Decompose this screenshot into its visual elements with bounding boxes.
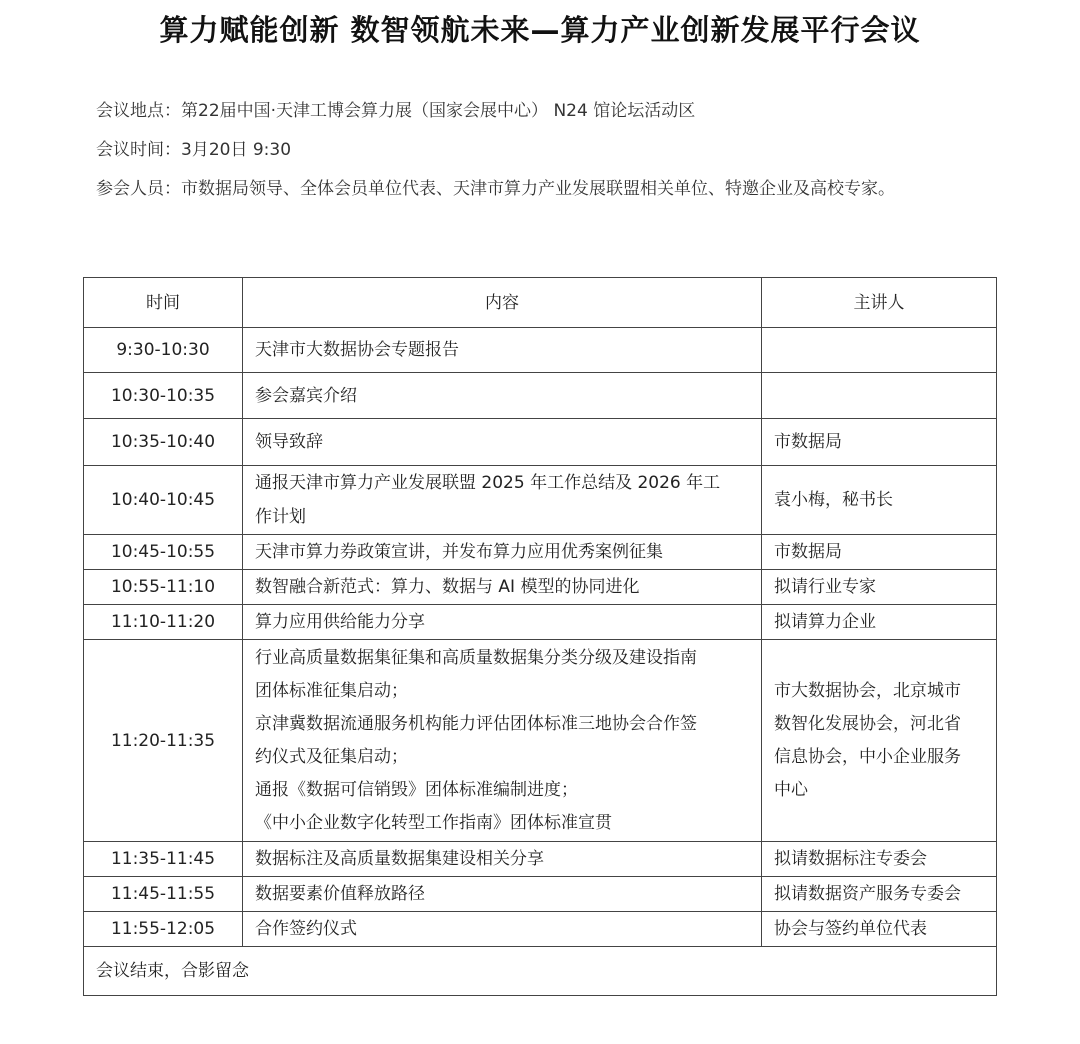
content-line: 数智融合新范式：算力、数据与 AI 模型的协同进化 <box>255 577 640 597</box>
content-line: 参会嘉宾介绍 <box>255 385 357 406</box>
content-line: 算力应用供给能力分享 <box>255 612 425 632</box>
speaker-cell <box>762 535 997 570</box>
content-line: 数据要素价值释放路径 <box>255 884 425 904</box>
table-row <box>84 842 997 877</box>
table-row <box>84 419 997 466</box>
table-row <box>84 877 997 912</box>
content-cell <box>243 842 762 877</box>
table-row <box>84 535 997 570</box>
content-cell <box>243 877 762 912</box>
speaker-cell <box>762 842 997 877</box>
content-cell <box>243 373 762 419</box>
speaker-line: 协会与签约单位代表 <box>774 919 927 939</box>
content-cell <box>243 605 762 640</box>
table-row <box>84 328 997 373</box>
header-content: 内容 <box>243 278 762 328</box>
content-cell <box>243 912 762 947</box>
speaker-line: 信息协会，中小企业服务 <box>774 746 961 767</box>
time-cell: 10:45-10:55 <box>84 535 243 570</box>
time-cell: 10:55-11:10 <box>84 570 243 605</box>
content-line: 约仪式及征集启动； <box>255 746 408 767</box>
content-line: 作计划 <box>255 507 306 527</box>
table-row <box>84 912 997 947</box>
speaker-cell <box>762 419 997 466</box>
speaker-line: 拟请算力企业 <box>774 612 876 632</box>
content-line: 天津市大数据协会专题报告 <box>255 340 459 360</box>
content-line: 《中小企业数字化转型工作指南》团体标准宣贯 <box>255 812 612 833</box>
time-cell: 10:35-10:40 <box>84 419 243 466</box>
meeting-attendees: 参会人员：市数据局领导、全体会员单位代表、天津市算力产业发展联盟相关单位、特邀企业及高校专家。 <box>96 179 895 199</box>
content-cell <box>243 328 762 373</box>
agenda-table <box>83 277 997 996</box>
time-cell: 11:20-11:35 <box>84 640 243 842</box>
speaker-line: 拟请行业专家 <box>774 577 876 597</box>
speaker-cell <box>762 570 997 605</box>
content-cell <box>243 419 762 466</box>
meeting-location: 会议地点：第22届中国·天津工博会算力展（国家会展中心） N24 馆论坛活动区 <box>96 101 696 121</box>
table-row <box>84 640 997 842</box>
speaker-cell <box>762 373 997 419</box>
speaker-line: 市大数据协会，北京城市 <box>774 680 961 701</box>
content-cell <box>243 570 762 605</box>
speaker-line: 拟请数据标注专委会 <box>774 849 927 869</box>
speaker-cell <box>762 877 997 912</box>
content-line: 京津冀数据流通服务机构能力评估团体标准三地协会合作签 <box>255 713 697 734</box>
content-line: 通报天津市算力产业发展联盟 2025 年工作总结及 2026 年工 <box>255 473 721 493</box>
speaker-cell <box>762 640 997 842</box>
header-speaker: 主讲人 <box>762 278 997 328</box>
time-cell: 11:35-11:45 <box>84 842 243 877</box>
table-row <box>84 605 997 640</box>
speaker-cell <box>762 328 997 373</box>
content-line: 数据标注及高质量数据集建设相关分享 <box>255 849 544 869</box>
content-line: 团体标准征集启动； <box>255 680 408 701</box>
content-line: 行业高质量数据集征集和高质量数据集分类分级及建设指南 <box>255 647 697 668</box>
content-line: 合作签约仪式 <box>255 919 357 939</box>
time-cell: 10:30-10:35 <box>84 373 243 419</box>
content-line: 天津市算力券政策宣讲，并发布算力应用优秀案例征集 <box>255 542 663 562</box>
footer-note: 会议结束，合影留念 <box>84 947 997 996</box>
time-cell: 11:10-11:20 <box>84 605 243 640</box>
time-cell: 9:30-10:30 <box>84 328 243 373</box>
table-row <box>84 466 997 535</box>
content-line: 领导致辞 <box>255 432 323 452</box>
speaker-cell <box>762 466 997 535</box>
speaker-line: 中心 <box>774 779 808 800</box>
table-row <box>84 373 997 419</box>
meeting-time: 会议时间：3月20日 9:30 <box>96 140 292 160</box>
speaker-cell <box>762 912 997 947</box>
speaker-cell <box>762 605 997 640</box>
content-cell <box>243 640 762 842</box>
content-cell <box>243 466 762 535</box>
header-time: 时间 <box>84 278 243 328</box>
page-title: 算力赋能创新 数智领航未来—算力产业创新发展平行会议 <box>159 13 921 47</box>
content-cell <box>243 535 762 570</box>
time-cell: 11:55-12:05 <box>84 912 243 947</box>
speaker-line: 市数据局 <box>774 542 842 562</box>
speaker-line: 袁小梅，秘书长 <box>774 490 893 510</box>
speaker-line: 拟请数据资产服务专委会 <box>774 884 961 904</box>
time-cell: 11:45-11:55 <box>84 877 243 912</box>
content-line: 通报《数据可信销毁》团体标准编制进度； <box>255 779 578 800</box>
table-row <box>84 570 997 605</box>
speaker-line: 数智化发展协会，河北省 <box>774 713 961 734</box>
speaker-line: 市数据局 <box>774 432 842 452</box>
time-cell: 10:40-10:45 <box>84 466 243 535</box>
